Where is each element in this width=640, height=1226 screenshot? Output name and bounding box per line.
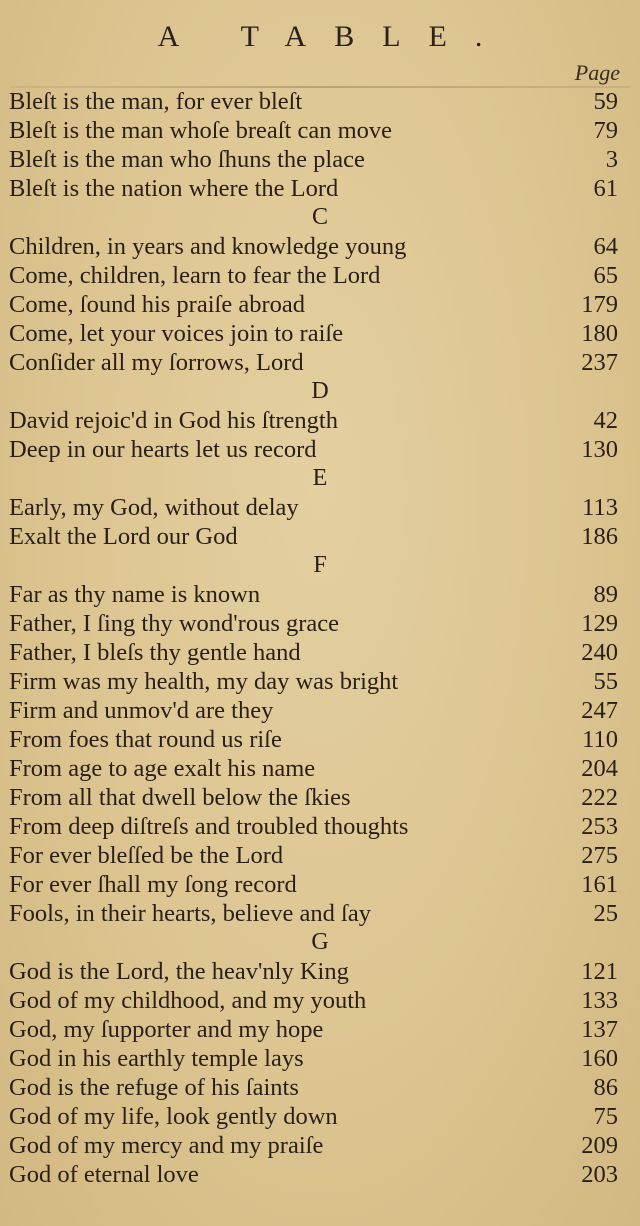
index-entry: [0, 899, 640, 928]
page-title: A TABLE.: [157, 20, 511, 53]
index-entry: [0, 1015, 640, 1044]
entry-page-number: 204: [581, 755, 618, 782]
entry-page-number: 137: [581, 1016, 618, 1043]
entry-page-number: 275: [581, 842, 618, 869]
entry-first-line: Early, my God, without delay: [9, 494, 299, 521]
entry-first-line: God of eternal love: [9, 1161, 199, 1188]
entry-page-number: 121: [581, 958, 618, 985]
entry-page-number: 209: [581, 1132, 618, 1159]
section-letter: D: [311, 378, 329, 404]
entry-page-number: 113: [582, 494, 618, 521]
entry-page-number: 179: [581, 291, 618, 318]
entry-first-line: God of my mercy and my praiſe: [9, 1132, 324, 1159]
index-entry: [0, 290, 640, 319]
entry-page-number: 161: [581, 871, 618, 898]
index-entry: [0, 638, 640, 667]
entry-first-line: Children, in years and knowledge young: [9, 233, 407, 260]
entry-page-number: 65: [593, 262, 618, 289]
index-entry: [0, 870, 640, 899]
section-letter: G: [311, 929, 329, 955]
entry-first-line: From foes that round us riſe: [9, 726, 282, 753]
entry-page-number: 64: [593, 233, 618, 260]
index-list: [0, 87, 640, 1189]
entry-page-number: 61: [593, 175, 618, 202]
entry-first-line: For ever bleſſed be the Lord: [9, 842, 284, 869]
entry-first-line: From deep diſtreſs and troubled thoughts: [9, 813, 409, 840]
index-entry: [0, 609, 640, 638]
entry-first-line: Firm was my health, my day was bright: [9, 668, 399, 695]
entry-page-number: 79: [593, 117, 618, 144]
index-entry: [0, 348, 640, 377]
entry-first-line: Conſider all my ſorrows, Lord: [9, 349, 304, 376]
entry-first-line: God, my ſupporter and my hope: [9, 1016, 324, 1043]
entry-page-number: 89: [593, 581, 618, 608]
entry-page-number: 180: [581, 320, 618, 347]
entry-first-line: Come, let your voices join to raiſe: [9, 320, 344, 347]
entry-page-number: 129: [581, 610, 618, 637]
index-entry: [0, 319, 640, 348]
section-letter: E: [312, 465, 328, 491]
entry-first-line: Fools, in their hearts, believe and ſay: [9, 900, 371, 927]
index-entry: [0, 145, 640, 174]
entry-first-line: Firm and unmov'd are they: [9, 697, 274, 724]
entry-page-number: 133: [581, 987, 618, 1014]
entry-page-number: 160: [581, 1045, 618, 1072]
index-entry: [0, 232, 640, 261]
entry-page-number: 59: [593, 88, 618, 115]
index-entry: [0, 116, 640, 145]
index-entry: [0, 406, 640, 435]
entry-first-line: Bleſt is the man, for ever bleſt: [9, 88, 303, 115]
index-entry: [0, 174, 640, 203]
index-entry: [0, 812, 640, 841]
entry-page-number: 186: [581, 523, 618, 550]
entry-page-number: 42: [593, 407, 618, 434]
entry-page-number: 75: [593, 1103, 618, 1130]
index-entry: [0, 725, 640, 754]
section-letter: C: [311, 204, 328, 230]
entry-first-line: Bleſt is the man who ſhuns the place: [9, 146, 365, 173]
entry-first-line: Bleſt is the man whoſe breaſt can move: [9, 117, 393, 144]
entry-first-line: God is the refuge of his ſaints: [9, 1074, 299, 1101]
section-letter: F: [313, 552, 327, 578]
entry-page-number: 222: [581, 784, 618, 811]
entry-first-line: From all that dwell below the ſkies: [9, 784, 351, 811]
index-entry: [0, 841, 640, 870]
entry-page-number: 86: [593, 1074, 618, 1101]
page-column-header: Page: [574, 60, 620, 85]
index-entry: [0, 1044, 640, 1073]
entry-first-line: Bleſt is the nation where the Lord: [9, 175, 339, 202]
index-entry: [0, 754, 640, 783]
entry-page-number: 240: [581, 639, 618, 666]
entry-first-line: From age to age exalt his name: [9, 755, 316, 782]
entry-first-line: Father, I ſing thy wond'rous grace: [9, 610, 340, 637]
index-entry: [0, 435, 640, 464]
index-entry: [0, 696, 640, 725]
index-entry: [0, 957, 640, 986]
entry-first-line: Come, children, learn to fear the Lord: [9, 262, 381, 289]
entry-first-line: Deep in our hearts let us record: [9, 436, 317, 463]
index-entry: [0, 1073, 640, 1102]
entry-first-line: God is the Lord, the heav'nly King: [9, 958, 349, 985]
entry-page-number: 237: [581, 349, 618, 376]
index-entry: [0, 667, 640, 696]
entry-page-number: 253: [581, 813, 618, 840]
entry-first-line: Come, ſound his praiſe abroad: [9, 291, 305, 318]
entry-first-line: David rejoic'd in God his ſtrength: [9, 407, 338, 434]
entry-page-number: 3: [605, 146, 618, 173]
entry-page-number: 203: [581, 1161, 618, 1188]
entry-first-line: God of my childhood, and my youth: [9, 987, 367, 1014]
entry-first-line: For ever ſhall my ſong record: [9, 871, 297, 898]
entry-first-line: Exalt the Lord our God: [9, 523, 238, 550]
entry-first-line: Far as thy name is known: [9, 581, 261, 608]
index-entry: [0, 1160, 640, 1189]
index-entry: [0, 261, 640, 290]
index-entry: [0, 580, 640, 609]
index-entry: [0, 493, 640, 522]
index-entry: [0, 986, 640, 1015]
index-entry: [0, 1102, 640, 1131]
entry-page-number: 25: [593, 900, 618, 927]
entry-first-line: Father, I bleſs thy gentle hand: [9, 639, 301, 666]
entry-page-number: 110: [582, 726, 618, 753]
entry-page-number: 130: [581, 436, 618, 463]
index-entry: [0, 783, 640, 812]
entry-first-line: God in his earthly temple lays: [9, 1045, 304, 1072]
index-entry: [0, 1131, 640, 1160]
entry-first-line: God of my life, look gently down: [9, 1103, 338, 1130]
index-entry: [0, 87, 640, 116]
entry-page-number: 55: [593, 668, 618, 695]
index-entry: [0, 522, 640, 551]
entry-page-number: 247: [581, 697, 618, 724]
